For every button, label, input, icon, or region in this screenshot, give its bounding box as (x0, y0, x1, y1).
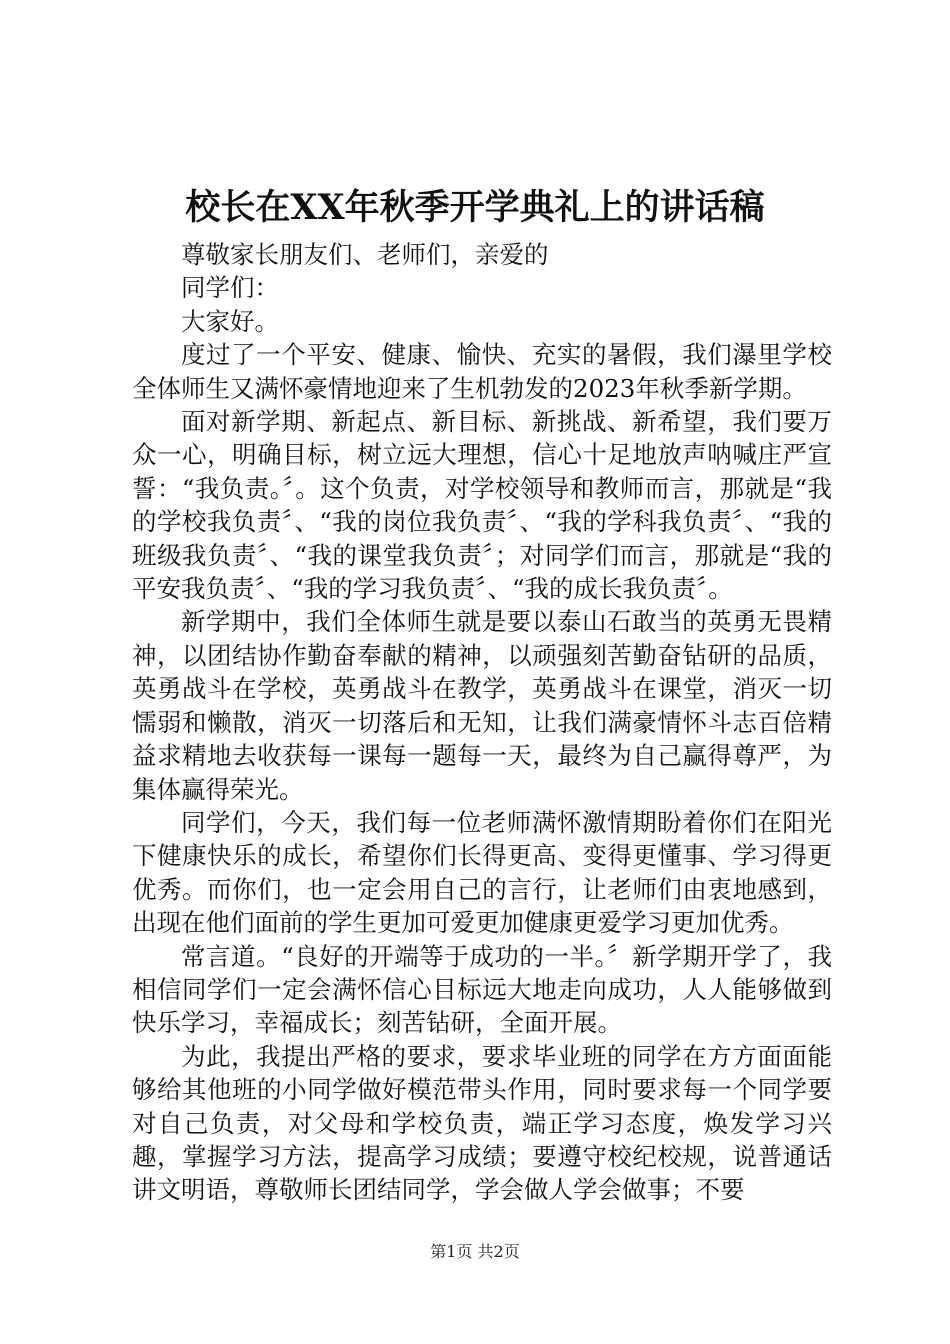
paragraph: 同学们，今天，我们每一位老师满怀激情期盼着你们在阳光下健康快乐的成长，希望你们长得更高、变得更懂事、学习得更优秀。而你们，也一定会用自己的言行，让老师们由衷地感到，出现在他们面前的学生更加可爱更加健康更爱学习更加优秀。 (132, 807, 832, 938)
document-title: 校长在XX年秋季开学典礼上的讲话稿 (185, 187, 765, 228)
paragraph-greeting: 大家好。 (181, 306, 279, 336)
paragraph: 面对新学期、新起点、新目标、新挑战、新希望，我们要万众一心，明确目标，树立远大理想，信心十足地放声呐喊庄严宣誓：“我负责。〞。这个负责，对学校领导和教师而言，那就是“我的学校我负责〞、“我的岗位我负责〞、“我的学科我负责〞、“我的班级我负责〞、“我的课堂我负责〞；对同学们而言，那就是“我的平安我负责〞、“我的学习我负责〞、“我的成长我负责〞。 (132, 407, 832, 604)
paragraph: 度过了一个平安、健康、愉快、充实的暑假，我们瀑里学校全体师生又满怀豪情地迎来了生机勃发的2023年秋季新学期。 (132, 340, 832, 403)
paragraph-salutation-cont: 同学们： (181, 273, 279, 303)
paragraph-salutation: 尊敬家长朋友们、老师们，亲爱的 (181, 240, 549, 269)
document-body (132, 238, 832, 1207)
paragraph: 常言道。“良好的开端等于成功的一半。〞新学期开学了，我相信同学们一定会满怀信心目标远大地走向成功，人人能够做到快乐学习，幸福成长；刻苦钻研，全面开展。 (132, 941, 832, 1038)
paragraph: 为此，我提出严格的要求，要求毕业班的同学在方方面面能够给其他班的小同学做好模范带头作用，同时要求每一个同学要对自己负责，对父母和学校负责，端正学习态度，焕发学习兴趣，掌握学习方法，提高学习成绩；要遵守校纪校规，说普通话讲文明语，尊敬师长团结同学，学会做人学会做事；不要 (132, 1041, 832, 1205)
paragraph: 新学期中，我们全体师生就是要以泰山石敢当的英勇无畏精神，以团结协作勤奋奉献的精神，以顽强刻苦勤奋钻研的品质，英勇战斗在学校，英勇战斗在教学，英勇战斗在课堂，消灭一切懦弱和懒散，消灭一切落后和无知，让我们满豪情怀斗志百倍精益求精地去收获每一课每一题每一天，最终为自己赢得尊严，为集体赢得荣光。 (132, 607, 832, 804)
page-number-footer: 第1页 共2页 (430, 1242, 520, 1261)
